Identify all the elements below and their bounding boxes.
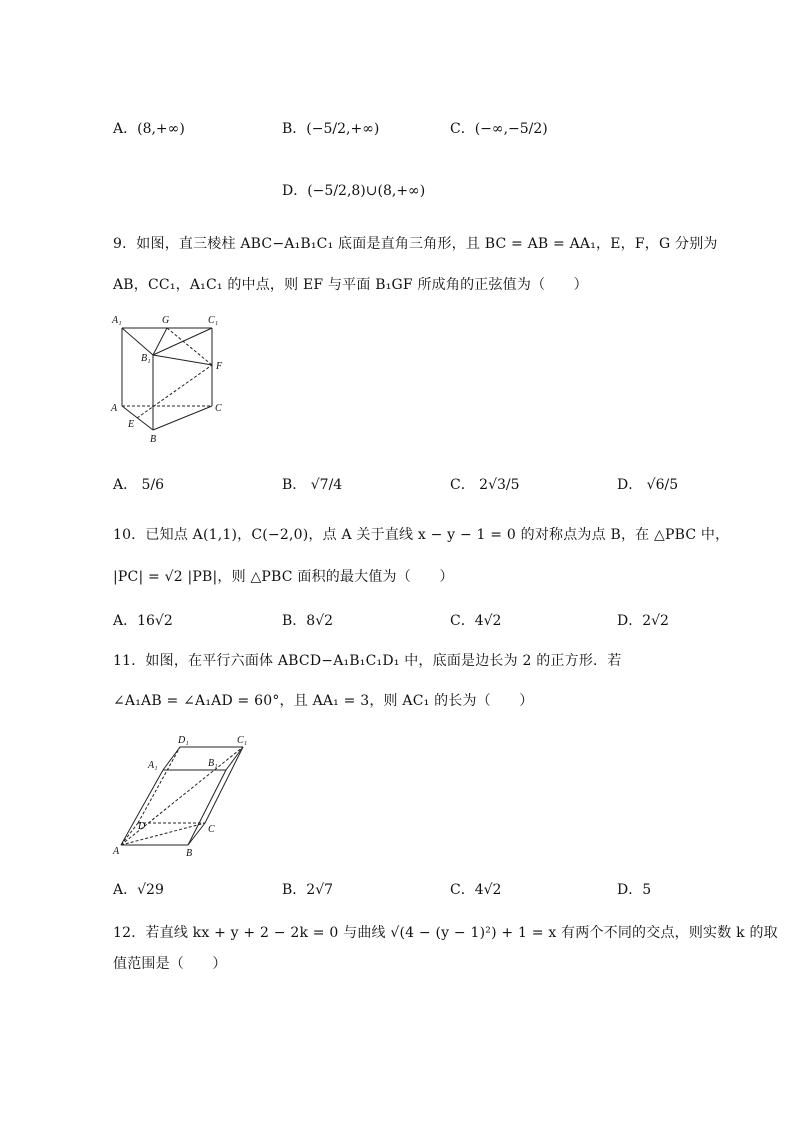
label-A1: A₁ — [148, 760, 158, 771]
q12-stem-line2: 值范围是（ ） — [113, 956, 227, 972]
q11-option-b: B．2√7 — [282, 882, 334, 898]
q11-parallelepiped-figure — [108, 730, 268, 860]
label-B: B — [150, 434, 157, 445]
q8-option-a: A．(8,+∞) — [113, 121, 185, 137]
q11-option-c: C．4√2 — [450, 882, 502, 898]
label-A1: A₁ — [112, 315, 122, 326]
label-C1: C₁ — [237, 735, 248, 746]
label-E: E — [128, 419, 135, 430]
label-C1: C₁ — [208, 315, 219, 326]
q10-stem-line1: 10．已知点 A(1,1)，C(−2,0)，点 A 关于直线 x − y − 1 = 0 的对称点为点 B，在 △PBC 中， — [113, 527, 730, 543]
label-B1: B₁ — [208, 758, 218, 769]
label-A: A — [111, 403, 118, 414]
q10-option-a: A．16√2 — [113, 613, 173, 629]
q9-stem-line1: 9．如图，直三棱柱 ABC−A₁B₁C₁ 底面是直角三角形，且 BC = AB = AA₁，E，F，G 分别为 — [113, 236, 718, 252]
q9-option-b: B． √7/4 — [282, 477, 343, 493]
label-G: G — [162, 315, 170, 326]
q10-option-c: C．4√2 — [450, 613, 502, 629]
q11-stem-line2: ∠A₁AB = ∠A₁AD = 60°，且 AA₁ = 3，则 AC₁ 的长为（ ） — [113, 693, 534, 709]
q9-option-a: A． 5/6 — [113, 477, 165, 493]
q10-option-b: B．8√2 — [282, 613, 334, 629]
q9-stem-line2: AB，CC₁，A₁C₁ 的中点，则 EF 与平面 B₁GF 所成角的正弦值为（ ） — [113, 277, 588, 293]
q10-stem-line2: |PC| = √2 |PB|，则 △PBC 面积的最大值为（ ） — [113, 569, 454, 585]
q8-option-b: B．(−5/2,+∞) — [282, 121, 380, 137]
label-B: B — [186, 848, 193, 859]
label-C: C — [215, 403, 222, 414]
q10-option-d: D．2√2 — [617, 613, 669, 629]
q11-stem-line1: 11．如图，在平行六面体 ABCD−A₁B₁C₁D₁ 中，底面是边长为 2 的正方形．若 — [113, 653, 622, 669]
q8-option-c: C．(−∞,−5/2) — [450, 121, 548, 137]
q9-option-c: C． 2√3/5 — [450, 477, 520, 493]
q11-option-d: D．5 — [617, 882, 652, 898]
q12-stem-line1: 12．若直线 kx + y + 2 − 2k = 0 与曲线 √(4 − (y − 1)²) + 1 = x 有两个不同的交点，则实数 k 的取 — [113, 925, 778, 941]
label-F: F — [216, 361, 223, 372]
label-A: A — [113, 846, 120, 857]
label-C: C — [208, 824, 215, 835]
label-D: D — [138, 821, 146, 832]
label-D1: D₁ — [178, 735, 189, 746]
q8-option-d: D．(−5/2,8)∪(8,+∞) — [282, 183, 426, 199]
q11-option-a: A．√29 — [113, 882, 164, 898]
label-B1: B₁ — [141, 353, 151, 364]
q9-option-d: D． √6/5 — [617, 477, 679, 493]
q9-prism-figure — [108, 308, 238, 448]
